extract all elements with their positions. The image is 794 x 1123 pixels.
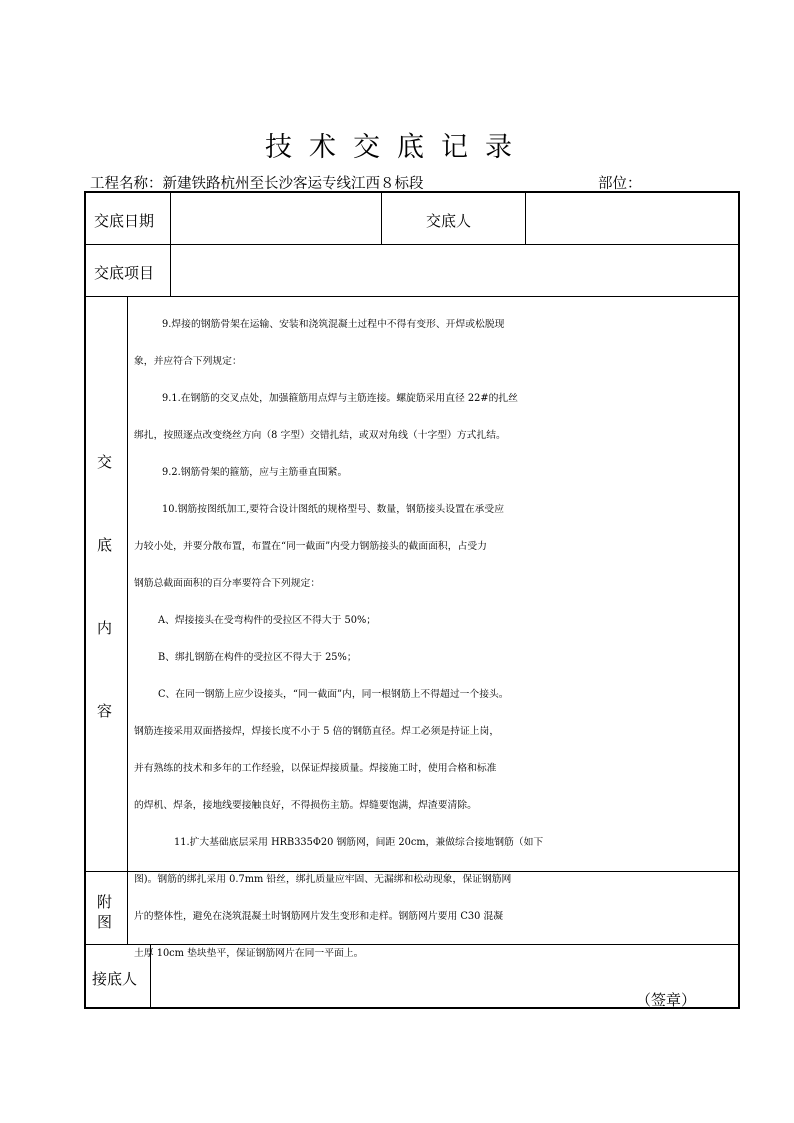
receiver-label: 接底人 xyxy=(92,970,138,988)
content-line: A、焊接接头在受弯构件的受拉区不得大于 50%； xyxy=(158,615,377,626)
part-label: 部位： xyxy=(598,176,642,192)
item-label: 交底项目 xyxy=(94,264,155,282)
attach-label-char: 附 xyxy=(97,893,113,911)
content-line: 绑扎，按照逐点改变绕丝方向（8 字型）交错扎结，或双对角线（十字型）方式扎结。 xyxy=(134,430,506,441)
row-divider xyxy=(85,244,739,245)
content-line: C、在同一钢筋上应少设接头，“同一截面”内，同一根钢筋上不得超过一个接头。 xyxy=(158,689,509,700)
col-divider xyxy=(127,296,128,944)
project-name: 新建铁路杭州至长沙客运专线江西８标段 xyxy=(162,176,424,192)
content-label-char: 底 xyxy=(97,536,113,554)
content-line: 10.钢筋按图纸加工,要符合设计图纸的规格型号、数量，钢筋接头设置在承受应 xyxy=(162,504,504,515)
document-title: 技术交底记录 xyxy=(265,132,529,163)
content-line: 并有熟练的技术和多年的工作经验，以保证焊接质量。焊接施工时，使用合格和标准 xyxy=(134,763,497,774)
sign-label: （签章） xyxy=(636,991,697,1009)
content-line: 9.焊接的钢筋骨架在运输、安装和浇筑混凝土过程中不得有变形、开焊或松脱现 xyxy=(162,319,505,330)
content-line: 图)。钢筋的绑扎采用 0.7mm 铅丝，绑扎质量应牢固、无漏绑和松动现象，保证钢筋网 xyxy=(134,874,512,885)
col-divider xyxy=(525,193,526,244)
content-label-char: 交 xyxy=(97,453,113,471)
project-label: 工程名称： xyxy=(90,176,163,192)
disclosure-content xyxy=(134,306,740,972)
attach-label-char: 图 xyxy=(97,913,113,931)
content-line: 片的整体性，避免在浇筑混凝土时钢筋网片发生变形和走样。钢筋网片要用 C30 混凝 xyxy=(134,911,504,922)
content-line: 9.1.在钢筋的交叉点处，加强箍筋用点焊与主筋连接。螺旋筋采用直径 22#的扎丝 xyxy=(162,393,518,404)
content-line: 钢筋总截面面积的百分率要符合下列规定： xyxy=(134,578,321,589)
project-name-line xyxy=(90,172,424,193)
person-label: 交底人 xyxy=(426,212,472,230)
content-line: 象，并应符合下列规定： xyxy=(134,356,242,367)
content-line: 9.2.钢筋骨架的箍筋，应与主筋垂直围紧。 xyxy=(162,467,348,478)
content-line: B、绑扎钢筋在构件的受拉区不得大于 25%； xyxy=(158,652,357,663)
row-divider xyxy=(85,296,739,297)
content-line: 力较小处，并要分散布置，布置在“同一截面”内受力钢筋接头的截面面积，占受力 xyxy=(134,541,487,552)
content-label-char: 容 xyxy=(97,702,113,720)
content-line: 土厚 10cm 垫块垫平，保证钢筋网片在同一平面上。 xyxy=(134,948,364,959)
content-label-char: 内 xyxy=(97,619,113,637)
col-divider xyxy=(170,193,171,296)
content-line: 的焊机、焊条，接地线要接触良好，不得损伤主筋。焊缝要饱满，焊渣要清除。 xyxy=(134,800,477,811)
content-line: 钢筋连接采用双面搭接焊，焊接长度不小于 5 倍的钢筋直径。焊工必须是持证上岗， xyxy=(134,726,500,737)
date-label: 交底日期 xyxy=(94,212,155,230)
col-divider xyxy=(381,193,382,244)
content-line: 11.扩大基础底层采用 HRB335Φ20 钢筋网，间距 20cm，兼做综合接地钢筋（如下 xyxy=(174,837,544,848)
